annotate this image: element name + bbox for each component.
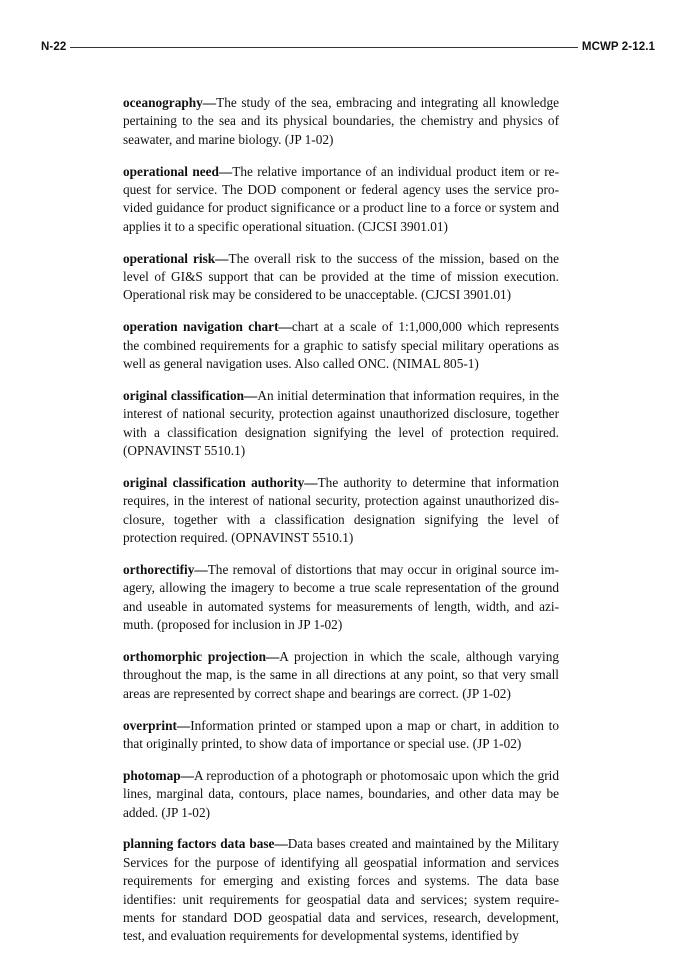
glossary-entry-operational-need xyxy=(123,163,559,237)
entry-definition: chart at a scale of 1:1,000,000 which represents the combined requirements for a graphic to satisfy special military operations as well as general navigation uses. Also called ONC. (NIMAL 805-1) xyxy=(123,319,559,372)
glossary xyxy=(123,94,559,959)
entry-definition: Information printed or stamped upon a map or chart, in addition to that originally printed, to show data of importance or special use. (JP 1-02) xyxy=(123,717,559,751)
page-number: N-22 xyxy=(41,41,67,53)
entry-definition: The study of the sea, embracing and integrating all knowledge pertaining to the sea and its physical boundaries, the chemistry and physics of seawater, and marine biology. (JP 1-02) xyxy=(123,95,559,147)
document-id: MCWP 2-12.1 xyxy=(581,41,655,53)
glossary-entry-orthorectifiy xyxy=(123,561,559,635)
entry-definition: A projection in which the scale, although varying throughout the map, is the same in all directions at any point, so that very small areas are represented by correct shape and bearings are correct. (JP 1-02) xyxy=(123,648,559,701)
entry-term: oceanography— xyxy=(123,95,217,110)
entry-term: overprint— xyxy=(123,717,191,733)
glossary-entry-original-classification xyxy=(123,387,559,461)
entry-definition: An initial determination that information requires, in the interest of national security, protection against unauthorized disclosure, together with a classification designation signifying the level of protection required. (OPNAVINST 5510.1) xyxy=(123,387,560,459)
entry-term: original classification authority— xyxy=(123,474,318,490)
entry-term: operation navigation chart— xyxy=(123,319,292,335)
glossary-entry-operation-navigation-chart xyxy=(123,318,559,373)
glossary-entry-orthomorphic-projection xyxy=(123,648,559,703)
entry-definition: The relative importance of an individual product item or request for service. The DOD component or federal agency uses the service provided guidance for product significance or a product line to a force or system and applies it to a specific operational situation. (CJCSI 3901.01) xyxy=(123,163,559,234)
entry-definition: A reproduction of a photograph or photomosaic upon which the grid lines, marginal data, contours, place names, boundaries, and other data may be added. (JP 1-02) xyxy=(123,767,559,820)
glossary-entry-overprint xyxy=(123,717,559,754)
glossary-entry-planning-factors-data-base xyxy=(123,835,559,945)
entry-definition: The removal of distortions that may occur in original source imagery, allowing the imagery to become a true scale representation of the ground and useable in automated systems for measurements of length, width, and azimuth. (proposed for inclusion in JP 1-02) xyxy=(123,561,559,633)
entry-definition: Data bases created and maintained by the Military Services for the purpose of identifying all geospatial information and services requirements for emerging and existing forces and systems. The data base identifies: unit requirements for geospatial data and services; system requirements for standard DOD geospatial data and services, research, development, test, and evaluation requirements for developmental systems, identified by xyxy=(123,836,559,944)
entry-term: planning factors data base— xyxy=(123,836,288,852)
entry-term: photomap— xyxy=(123,767,194,783)
glossary-entry-operational-risk xyxy=(123,250,559,305)
entry-term: operational risk— xyxy=(123,250,229,266)
entry-term: orthorectifiy— xyxy=(123,561,208,577)
entry-definition: The overall risk to the success of the mission, based on the level of GI&S support that can be provided at the time of mission execution. Operational risk may be considered to be unacceptable. (CJCSI 3901.01) xyxy=(123,250,560,303)
entry-term: orthomorphic projection— xyxy=(123,648,280,664)
entry-term: operational need— xyxy=(123,163,233,179)
entry-definition: The authority to determine that information requires, in the interest of national security, protection against unauthorized disclosure, together with a classification designation signifying the level of protection required. (OPNAVINST 5510.1) xyxy=(123,474,559,546)
glossary-entry-oceanography xyxy=(123,94,559,149)
entry-term: original classification— xyxy=(123,387,258,403)
glossary-entry-photomap xyxy=(123,767,559,822)
page-header xyxy=(41,38,655,56)
glossary-entry-original-classification-authority xyxy=(123,474,559,548)
header-rule xyxy=(70,47,578,48)
